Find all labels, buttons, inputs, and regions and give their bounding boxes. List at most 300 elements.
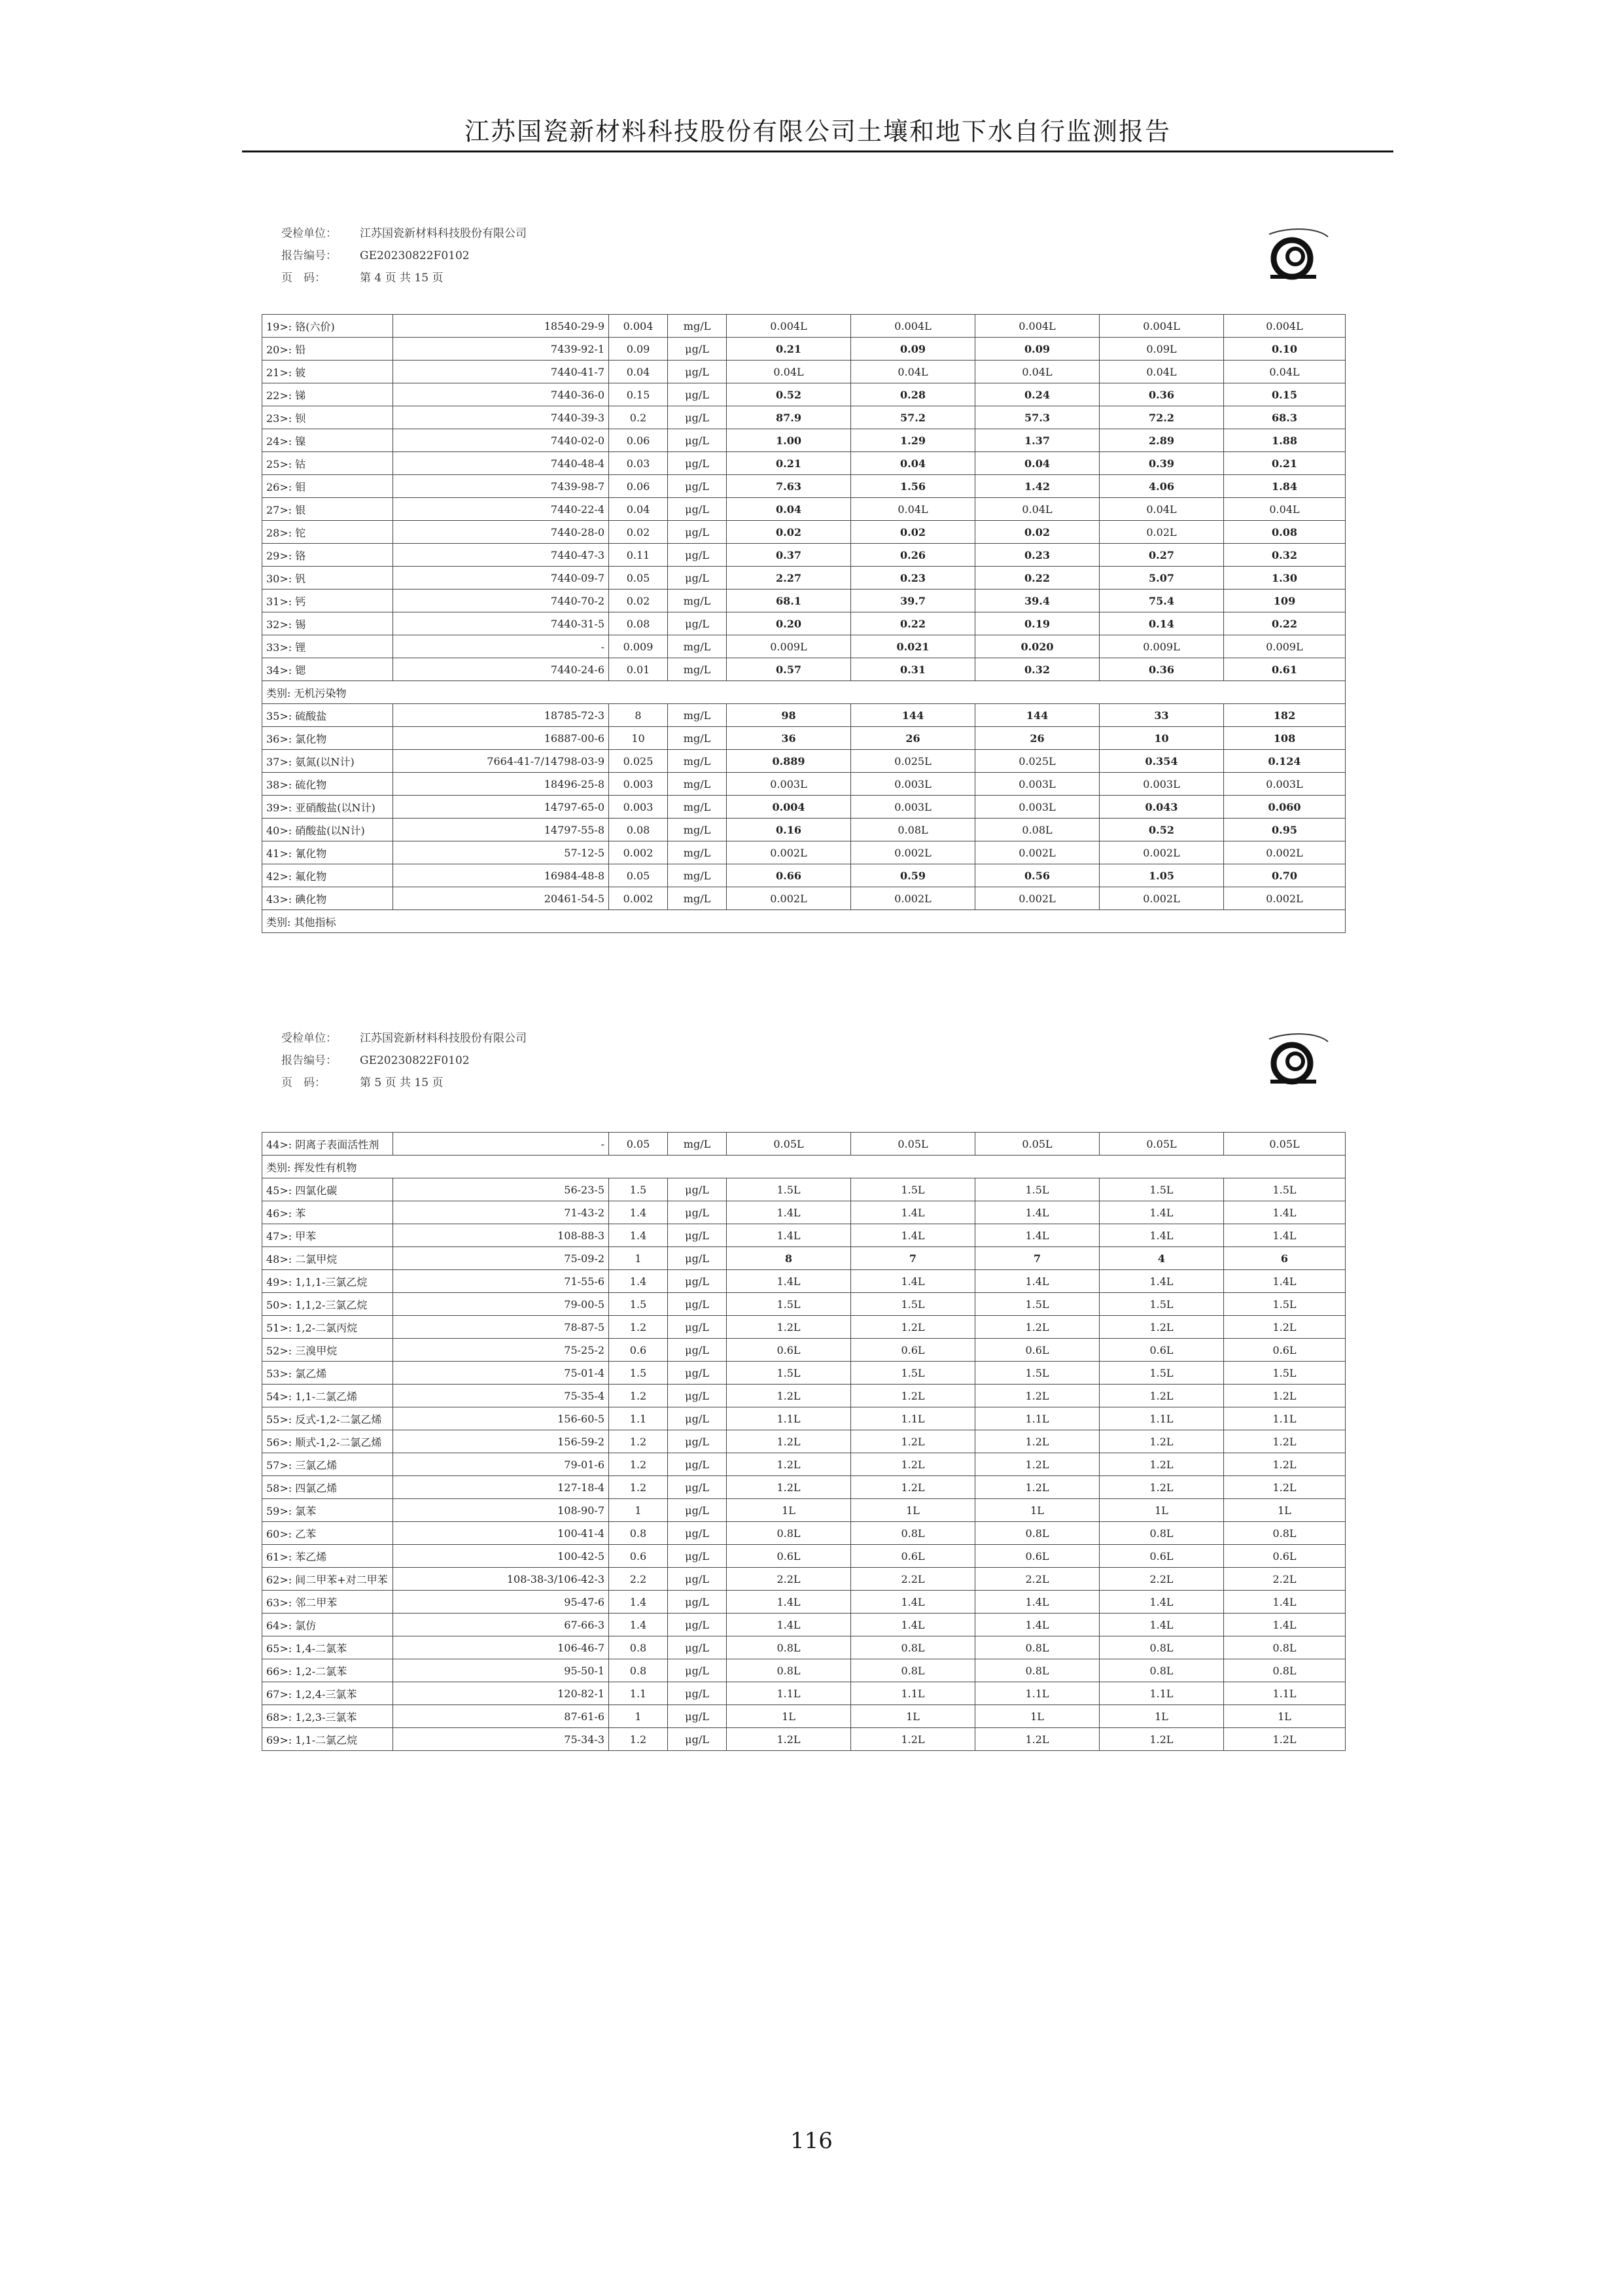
table-row xyxy=(262,1316,1346,1339)
results-table xyxy=(262,314,1346,933)
result-value: 0.20 xyxy=(727,612,851,635)
detection-limit: 0.05 xyxy=(609,864,668,887)
table-row xyxy=(262,452,1346,475)
result-value: 2.27 xyxy=(727,567,851,590)
result-value: 144 xyxy=(851,704,975,727)
result-value: 0.10 xyxy=(1224,338,1346,361)
result-value: 0.003L xyxy=(727,773,851,796)
analyte-name: 57>: 三氯乙烯 xyxy=(262,1453,393,1476)
table-row xyxy=(262,1545,1346,1568)
analyte-name: 21>: 铍 xyxy=(262,361,393,383)
result-value: 0.004L xyxy=(1224,315,1346,338)
result-value: 0.04L xyxy=(1100,498,1224,521)
result-value: 0.02 xyxy=(727,521,851,544)
result-value: 1.1L xyxy=(1100,1407,1224,1430)
analyte-name: 23>: 钡 xyxy=(262,406,393,429)
unit: μg/L xyxy=(668,475,727,498)
unit: μg/L xyxy=(668,1614,727,1636)
analyte-name: 59>: 氯苯 xyxy=(262,1499,393,1522)
result-value: 0.003L xyxy=(851,773,975,796)
unit: μg/L xyxy=(668,1316,727,1339)
result-value: 1.2L xyxy=(975,1316,1100,1339)
result-value: 0.04L xyxy=(975,498,1100,521)
analyte-name: 47>: 甲苯 xyxy=(262,1224,393,1247)
cas-number: 7440-22-4 xyxy=(393,498,609,521)
detection-limit: 1.2 xyxy=(609,1316,668,1339)
table-row xyxy=(262,864,1346,887)
cas-number: 156-60-5 xyxy=(393,1407,609,1430)
result-value: 0.04L xyxy=(1224,498,1346,521)
analyte-name: 62>: 间二甲苯+对二甲苯 xyxy=(262,1568,393,1591)
detection-limit: 1.2 xyxy=(609,1385,668,1407)
result-value: 109 xyxy=(1224,590,1346,612)
cas-number: 16887-00-6 xyxy=(393,727,609,750)
analyte-name: 49>: 1,1,1-三氯乙烷 xyxy=(262,1270,393,1293)
client-name: 江苏国瓷新材料科技股份有限公司 xyxy=(360,1032,527,1045)
result-value: 1.4L xyxy=(1100,1201,1224,1224)
unit: μg/L xyxy=(668,361,727,383)
table-row xyxy=(262,1705,1346,1728)
result-value: 1.1L xyxy=(1224,1682,1346,1705)
result-value: 0.354 xyxy=(1100,750,1224,773)
detection-limit: 1 xyxy=(609,1247,668,1270)
category-label: 类别: 其他指标 xyxy=(262,910,1346,933)
meta-label: 报告编号： xyxy=(281,249,337,262)
analyte-name: 39>: 亚硝酸盐(以N计) xyxy=(262,796,393,819)
cas-number: 7664-41-7/14798-03-9 xyxy=(393,750,609,773)
result-value: 108 xyxy=(1224,727,1346,750)
cas-number: 7440-48-4 xyxy=(393,452,609,475)
meta-label: 页 码： xyxy=(281,272,326,285)
unit: μg/L xyxy=(668,1201,727,1224)
result-value: 1.2L xyxy=(727,1430,851,1453)
result-value: 0.05L xyxy=(851,1133,975,1156)
unit: μg/L xyxy=(668,1522,727,1545)
detection-limit: 0.15 xyxy=(609,383,668,406)
result-value: 72.2 xyxy=(1100,406,1224,429)
result-value: 0.16 xyxy=(727,819,851,841)
result-value: 1.2L xyxy=(1100,1385,1224,1407)
result-value: 1.4L xyxy=(727,1201,851,1224)
cas-number: 7440-70-2 xyxy=(393,590,609,612)
result-value: 0.95 xyxy=(1224,819,1346,841)
result-value: 0.23 xyxy=(851,567,975,590)
result-value: 0.04L xyxy=(727,361,851,383)
table-row xyxy=(262,1201,1346,1224)
result-value: 1.88 xyxy=(1224,429,1346,452)
result-value: 0.8L xyxy=(851,1659,975,1682)
result-value: 1.4L xyxy=(727,1591,851,1614)
analyte-name: 35>: 硫酸盐 xyxy=(262,704,393,727)
result-value: 0.020 xyxy=(975,635,1100,658)
unit: μg/L xyxy=(668,406,727,429)
analyte-name: 31>: 钙 xyxy=(262,590,393,612)
table-row xyxy=(262,1659,1346,1682)
lab-logo-icon xyxy=(1256,1027,1335,1086)
cas-number: 16984-48-8 xyxy=(393,864,609,887)
table-row xyxy=(262,1636,1346,1659)
result-value: 1.1L xyxy=(975,1407,1100,1430)
result-value: 36 xyxy=(727,727,851,750)
result-value: 1.2L xyxy=(851,1728,975,1751)
detection-limit: 1.4 xyxy=(609,1224,668,1247)
result-value: 0.19 xyxy=(975,612,1100,635)
result-value: 0.6L xyxy=(1100,1545,1224,1568)
result-value: 2.2L xyxy=(851,1568,975,1591)
detection-limit: 1.4 xyxy=(609,1201,668,1224)
unit: μg/L xyxy=(668,1430,727,1453)
detection-limit: 1.2 xyxy=(609,1430,668,1453)
header-divider xyxy=(242,150,1393,152)
unit: μg/L xyxy=(668,1178,727,1201)
result-value: 0.8L xyxy=(851,1636,975,1659)
table-row xyxy=(262,750,1346,773)
result-value: 68.1 xyxy=(727,590,851,612)
result-value: 0.04L xyxy=(1100,361,1224,383)
detection-limit: 0.05 xyxy=(609,567,668,590)
result-value: 0.8L xyxy=(975,1659,1100,1682)
result-value: 1.00 xyxy=(727,429,851,452)
analyte-name: 20>: 铅 xyxy=(262,338,393,361)
cas-number: 7440-28-0 xyxy=(393,521,609,544)
result-value: 1.4L xyxy=(851,1614,975,1636)
result-value: 1.4L xyxy=(1224,1270,1346,1293)
unit: μg/L xyxy=(668,1568,727,1591)
result-value: 1.37 xyxy=(975,429,1100,452)
meta-label: 受检单位： xyxy=(281,227,337,240)
result-value: 0.021 xyxy=(851,635,975,658)
table-row xyxy=(262,1407,1346,1430)
result-value: 33 xyxy=(1100,704,1224,727)
unit: μg/L xyxy=(668,1591,727,1614)
result-value: 1.2L xyxy=(1100,1453,1224,1476)
detection-limit: 0.05 xyxy=(609,1133,668,1156)
result-value: 0.6L xyxy=(1100,1339,1224,1362)
result-value: 39.4 xyxy=(975,590,1100,612)
result-value: 0.59 xyxy=(851,864,975,887)
scanned-report-page-4 xyxy=(262,222,1361,955)
detection-limit: 1.5 xyxy=(609,1178,668,1201)
report-number: GE20230822F0102 xyxy=(360,1054,470,1067)
cas-number: 75-25-2 xyxy=(393,1339,609,1362)
table-row xyxy=(262,590,1346,612)
detection-limit: 0.06 xyxy=(609,475,668,498)
result-value: 182 xyxy=(1224,704,1346,727)
result-value: 1.2L xyxy=(727,1316,851,1339)
detection-limit: 0.6 xyxy=(609,1545,668,1568)
table-row xyxy=(262,658,1346,681)
result-value: 0.003L xyxy=(1100,773,1224,796)
table-row xyxy=(262,704,1346,727)
result-value: 0.002L xyxy=(851,841,975,864)
detection-limit: 1.1 xyxy=(609,1682,668,1705)
result-value: 0.002L xyxy=(1224,887,1346,910)
table-row xyxy=(262,1133,1346,1156)
result-value: 1.2L xyxy=(1100,1316,1224,1339)
analyte-name: 33>: 锂 xyxy=(262,635,393,658)
result-value: 1L xyxy=(1100,1705,1224,1728)
result-value: 1.56 xyxy=(851,475,975,498)
result-value: 1.4L xyxy=(1100,1224,1224,1247)
result-value: 0.6L xyxy=(851,1339,975,1362)
detection-limit: 0.01 xyxy=(609,658,668,681)
result-value: 1.5L xyxy=(1224,1178,1346,1201)
unit: mg/L xyxy=(668,819,727,841)
cas-number: 57-12-5 xyxy=(393,841,609,864)
analyte-name: 27>: 银 xyxy=(262,498,393,521)
analyte-name: 38>: 硫化物 xyxy=(262,773,393,796)
analyte-name: 19>: 铬(六价) xyxy=(262,315,393,338)
result-value: 0.22 xyxy=(1224,612,1346,635)
cas-number: 18496-25-8 xyxy=(393,773,609,796)
analyte-name: 60>: 乙苯 xyxy=(262,1522,393,1545)
result-value: 0.23 xyxy=(975,544,1100,567)
detection-limit: 0.003 xyxy=(609,773,668,796)
table-row xyxy=(262,1362,1346,1385)
result-value: 1.4L xyxy=(727,1614,851,1636)
detection-limit: 0.002 xyxy=(609,887,668,910)
result-value: 0.8L xyxy=(1100,1659,1224,1682)
detection-limit: 1.4 xyxy=(609,1270,668,1293)
result-value: 1.5L xyxy=(1100,1293,1224,1316)
result-value: 7 xyxy=(975,1247,1100,1270)
result-value: 1.2L xyxy=(851,1385,975,1407)
detection-limit: 8 xyxy=(609,704,668,727)
unit: μg/L xyxy=(668,1247,727,1270)
result-value: 0.22 xyxy=(851,612,975,635)
detection-limit: 0.009 xyxy=(609,635,668,658)
result-value: 0.003L xyxy=(851,796,975,819)
result-value: 0.05L xyxy=(727,1133,851,1156)
cas-number: 56-23-5 xyxy=(393,1178,609,1201)
unit: μg/L xyxy=(668,1636,727,1659)
table-row xyxy=(262,887,1346,910)
unit: μg/L xyxy=(668,1728,727,1751)
analyte-name: 42>: 氟化物 xyxy=(262,864,393,887)
category-row xyxy=(262,910,1346,933)
detection-limit: 0.08 xyxy=(609,819,668,841)
result-value: 1.1L xyxy=(851,1407,975,1430)
result-value: 87.9 xyxy=(727,406,851,429)
cas-number: 75-35-4 xyxy=(393,1385,609,1407)
result-value: 26 xyxy=(851,727,975,750)
detection-limit: 0.003 xyxy=(609,796,668,819)
result-value: 0.57 xyxy=(727,658,851,681)
unit: μg/L xyxy=(668,544,727,567)
result-value: 1.2L xyxy=(975,1476,1100,1499)
result-value: 0.003L xyxy=(975,773,1100,796)
unit: μg/L xyxy=(668,1545,727,1568)
result-value: 0.21 xyxy=(1224,452,1346,475)
detection-limit: 2.2 xyxy=(609,1568,668,1591)
result-value: 1.4L xyxy=(1224,1591,1346,1614)
unit: μg/L xyxy=(668,452,727,475)
result-value: 1.4L xyxy=(975,1270,1100,1293)
analyte-name: 45>: 四氯化碳 xyxy=(262,1178,393,1201)
cas-number: 14797-65-0 xyxy=(393,796,609,819)
analyte-name: 69>: 1,1-二氯乙烷 xyxy=(262,1728,393,1751)
page-number: 116 xyxy=(790,2128,833,2154)
cas-number: 71-43-2 xyxy=(393,1201,609,1224)
detection-limit: 1.4 xyxy=(609,1614,668,1636)
result-value: 0.27 xyxy=(1100,544,1224,567)
result-value: 2.2L xyxy=(1100,1568,1224,1591)
unit: μg/L xyxy=(668,383,727,406)
result-value: 0.04L xyxy=(975,361,1100,383)
table-row xyxy=(262,727,1346,750)
result-value: 0.025L xyxy=(851,750,975,773)
result-value: 0.05L xyxy=(975,1133,1100,1156)
result-value: 0.004 xyxy=(727,796,851,819)
unit: μg/L xyxy=(668,1705,727,1728)
table-row xyxy=(262,315,1346,338)
cas-number: 79-00-5 xyxy=(393,1293,609,1316)
detection-limit: 1.5 xyxy=(609,1293,668,1316)
lab-logo-icon xyxy=(1256,222,1335,281)
result-value: 0.24 xyxy=(975,383,1100,406)
analyte-name: 52>: 三溴甲烷 xyxy=(262,1339,393,1362)
result-value: 0.002L xyxy=(975,887,1100,910)
detection-limit: 0.04 xyxy=(609,498,668,521)
result-value: 1.4L xyxy=(851,1270,975,1293)
result-value: 1.29 xyxy=(851,429,975,452)
table-row xyxy=(262,1522,1346,1545)
category-label: 类别: 挥发性有机物 xyxy=(262,1156,1346,1178)
detection-limit: 1 xyxy=(609,1499,668,1522)
result-value: 75.4 xyxy=(1100,590,1224,612)
result-value: 1.5L xyxy=(975,1293,1100,1316)
unit: mg/L xyxy=(668,315,727,338)
result-value: 1.2L xyxy=(1224,1316,1346,1339)
cas-number: 75-09-2 xyxy=(393,1247,609,1270)
detection-limit: 0.04 xyxy=(609,361,668,383)
analyte-name: 29>: 铬 xyxy=(262,544,393,567)
result-value: 1L xyxy=(851,1705,975,1728)
unit: mg/L xyxy=(668,704,727,727)
result-value: 0.124 xyxy=(1224,750,1346,773)
result-value: 98 xyxy=(727,704,851,727)
result-value: 0.02 xyxy=(851,521,975,544)
cas-number: 7440-09-7 xyxy=(393,567,609,590)
result-value: 57.3 xyxy=(975,406,1100,429)
result-value: 1.2L xyxy=(851,1430,975,1453)
cas-number: 7440-02-0 xyxy=(393,429,609,452)
detection-limit: 1.2 xyxy=(609,1728,668,1751)
result-value: 1.5L xyxy=(727,1178,851,1201)
result-value: 1L xyxy=(727,1705,851,1728)
result-value: 0.889 xyxy=(727,750,851,773)
result-value: 6 xyxy=(1224,1247,1346,1270)
result-value: 1.2L xyxy=(727,1385,851,1407)
result-value: 1.2L xyxy=(851,1316,975,1339)
result-value: 0.6L xyxy=(975,1545,1100,1568)
result-value: 0.31 xyxy=(851,658,975,681)
analyte-name: 48>: 二氯甲烷 xyxy=(262,1247,393,1270)
result-value: 0.66 xyxy=(727,864,851,887)
result-value: 1.4L xyxy=(1100,1591,1224,1614)
result-value: 1.5L xyxy=(1224,1362,1346,1385)
cas-number: 87-61-6 xyxy=(393,1705,609,1728)
meta-label: 受检单位： xyxy=(281,1032,337,1045)
table-row xyxy=(262,567,1346,590)
result-value: 0.002L xyxy=(727,887,851,910)
unit: μg/L xyxy=(668,612,727,635)
cas-number: - xyxy=(393,1133,609,1156)
result-value: 1.5L xyxy=(851,1362,975,1385)
result-value: 0.043 xyxy=(1100,796,1224,819)
result-value: 0.6L xyxy=(1224,1545,1346,1568)
result-value: 7.63 xyxy=(727,475,851,498)
table-row xyxy=(262,1270,1346,1293)
result-value: 0.08L xyxy=(975,819,1100,841)
result-value: 0.8L xyxy=(1100,1636,1224,1659)
unit: μg/L xyxy=(668,1339,727,1362)
result-value: 0.21 xyxy=(727,338,851,361)
detection-limit: 0.6 xyxy=(609,1339,668,1362)
result-value: 0.32 xyxy=(975,658,1100,681)
unit: μg/L xyxy=(668,1385,727,1407)
result-value: 0.15 xyxy=(1224,383,1346,406)
result-value: 0.04 xyxy=(975,452,1100,475)
analyte-name: 28>: 铊 xyxy=(262,521,393,544)
detection-limit: 1.1 xyxy=(609,1407,668,1430)
result-value: 2.2L xyxy=(975,1568,1100,1591)
cas-number: 100-41-4 xyxy=(393,1522,609,1545)
result-value: 0.009L xyxy=(1224,635,1346,658)
detection-limit: 0.02 xyxy=(609,590,668,612)
result-value: 2.2L xyxy=(727,1568,851,1591)
result-value: 0.05L xyxy=(1224,1133,1346,1156)
analyte-name: 40>: 硝酸盐(以N计) xyxy=(262,819,393,841)
table-row xyxy=(262,773,1346,796)
result-value: 1.1L xyxy=(1224,1407,1346,1430)
result-value: 0.36 xyxy=(1100,383,1224,406)
unit: mg/L xyxy=(668,864,727,887)
page-indicator: 第 5 页 共 15 页 xyxy=(360,1076,444,1089)
cas-number: 75-01-4 xyxy=(393,1362,609,1385)
table-row xyxy=(262,383,1346,406)
result-value: 4 xyxy=(1100,1247,1224,1270)
result-value: 0.009L xyxy=(727,635,851,658)
analyte-name: 32>: 锡 xyxy=(262,612,393,635)
analyte-name: 46>: 苯 xyxy=(262,1201,393,1224)
result-value: 0.21 xyxy=(727,452,851,475)
result-value: 8 xyxy=(727,1247,851,1270)
analyte-name: 68>: 1,2,3-三氯苯 xyxy=(262,1705,393,1728)
unit: μg/L xyxy=(668,1682,727,1705)
result-value: 144 xyxy=(975,704,1100,727)
analyte-name: 67>: 1,2,4-三氯苯 xyxy=(262,1682,393,1705)
table-row xyxy=(262,1293,1346,1316)
unit: μg/L xyxy=(668,1453,727,1476)
analyte-name: 34>: 锶 xyxy=(262,658,393,681)
detection-limit: 0.025 xyxy=(609,750,668,773)
table-row xyxy=(262,1247,1346,1270)
detection-limit: 1.4 xyxy=(609,1591,668,1614)
result-value: 0.56 xyxy=(975,864,1100,887)
table-row xyxy=(262,1682,1346,1705)
result-value: 0.04 xyxy=(851,452,975,475)
result-value: 0.8L xyxy=(1224,1659,1346,1682)
cas-number: 156-59-2 xyxy=(393,1430,609,1453)
result-value: 1.4L xyxy=(975,1614,1100,1636)
result-value: 0.002L xyxy=(975,841,1100,864)
result-value: 1.05 xyxy=(1100,864,1224,887)
analyte-name: 22>: 锑 xyxy=(262,383,393,406)
meta-label: 页 码： xyxy=(281,1076,326,1089)
result-value: 1.5L xyxy=(975,1178,1100,1201)
detection-limit: 0.03 xyxy=(609,452,668,475)
